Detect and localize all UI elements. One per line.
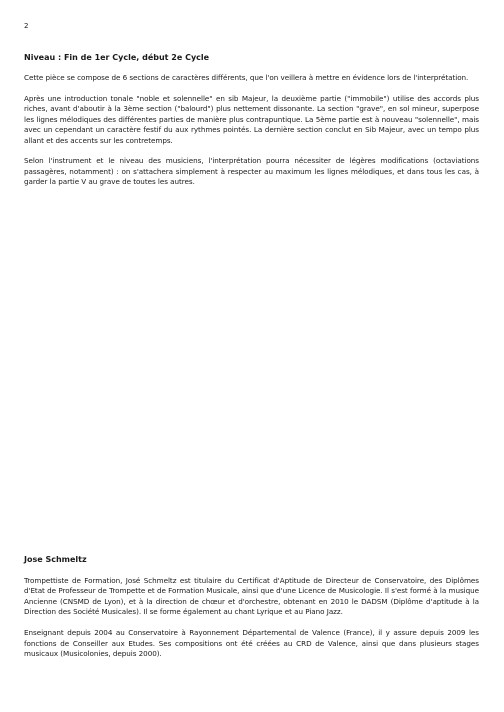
level-paragraph-2: Après une introduction tonale "noble et solennelle" en sib Majeur, la deuxième partie ("immobile") utilise des accords plus riches, avant d'aboutir à la 3ème section ("balourd") plus nettement dissonante. La section "grave", en sol mineur, superpose les lignes mélodiques des différentes parties de manière plus contrapuntique. La 5ème partie est à nouveau "solennelle", mais avec un cependant un caractère festif du aux rythmes pointés. La dernière section conclut en Sib Majeur, avec un tempo plus allant et des accents sur les contretemps.	[24, 93, 479, 145]
author-paragraph-2: Enseignant depuis 2004 au Conservatoire à Rayonnement Départemental de Valence (France), il y assure depuis 2009 les fonctions de Conseiller aux Etudes. Ses compositions ont été créées au CRD de Valence, ainsi que dans plusieurs stages musicaux (Musicolonies, depuis 2000).	[24, 628, 479, 658]
page-number: 2	[24, 22, 29, 30]
level-description	[24, 73, 479, 198]
level-paragraph-1: Cette pièce se compose de 6 sections de caractères différents, que l'on veillera à mettre en évidence lors de l'interprétation.	[24, 73, 469, 82]
author-heading: Jose Schmeltz	[24, 555, 87, 564]
author-paragraph-1: Trompettiste de Formation, José Schmeltz est titulaire du Certificat d'Aptitude de Directeur de Conservatoire, des Diplômes d'Etat de Professeur de Trompette et de Formation Musicale, ainsi que d'une Licence de Musicologie. Il s'est formé à la musique Ancienne (CNSMD de Lyon), et à la direction de chœur et d'orchestre, obtenant en 2010 le DADSM (Diplôme d'aptitude à la Direction des Société Musicales). Il se forme également au chant Lyrique et au Piano Jazz.	[24, 576, 479, 617]
author-biography	[24, 576, 479, 670]
level-heading: Niveau : Fin de 1er Cycle, début 2e Cycle	[24, 53, 210, 62]
level-paragraph-3: Selon l'instrument et le niveau des musiciens, l'interprétation pourra nécessiter de légères modifications (octaviations passagères, notamment) : on s'attachera simplement à respecter au maximum les lignes mélodiques, et dans tous les cas, à garder la partie V au grave de toutes les autres.	[24, 156, 479, 187]
